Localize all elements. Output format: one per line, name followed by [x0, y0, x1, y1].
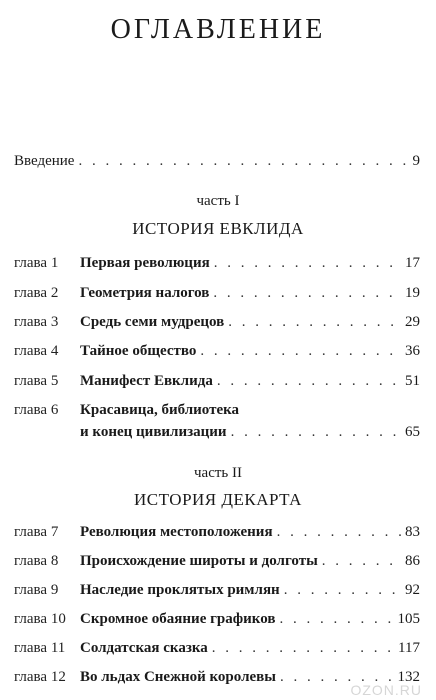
entry-title: Солдатская сказка: [80, 640, 208, 656]
entry-title: Введение: [14, 153, 75, 169]
entry-title: Первая революция: [80, 255, 210, 271]
page-number: 86: [405, 553, 420, 569]
entry-title: Манифест Евклида: [80, 373, 213, 389]
page-number: 9: [412, 153, 420, 169]
toc-entry-body: [80, 580, 420, 600]
leader-dots: [228, 312, 401, 332]
chapter-number: глава 12: [14, 669, 66, 685]
leader-dots: [279, 609, 393, 629]
toc-entry-body: [80, 283, 420, 303]
entry-title: Тайное общество: [80, 343, 197, 359]
chapter-number: глава 6: [14, 402, 59, 418]
page-number: 17: [405, 255, 420, 271]
toc-entry-ch6[interactable]: [14, 400, 420, 420]
leader-dots: [284, 580, 401, 600]
entry-title: Наследие проклятых римлян: [80, 582, 280, 598]
toc-entry-ch8[interactable]: [14, 551, 420, 571]
toc-entry-body: [80, 341, 420, 361]
chapter-number: глава 7: [14, 524, 59, 540]
toc-entry-ch9[interactable]: [14, 580, 420, 600]
entry-title: и конец цивилизации: [80, 424, 227, 440]
chapter-number: глава 1: [14, 255, 59, 271]
entry-title-line1: Красавица, библиотека: [80, 402, 240, 418]
leader-dots: [214, 253, 401, 273]
leader-dots: [277, 522, 401, 542]
part-label: часть I: [196, 193, 240, 209]
page-number: 65: [405, 424, 420, 440]
toc-entry-body: [80, 638, 420, 658]
toc-entry-ch10[interactable]: [14, 609, 420, 629]
chapter-number: глава 8: [14, 553, 59, 569]
leader-dots: [231, 422, 401, 442]
entry-title: Геометрия налогов: [80, 285, 210, 301]
leader-dots: [200, 341, 401, 361]
page-number: 117: [398, 640, 420, 656]
part-title: ИСТОРИЯ ЕВКЛИДА: [132, 219, 304, 238]
page-number: 36: [405, 343, 420, 359]
toc-entry-body: [80, 522, 420, 542]
leader-dots: [78, 151, 408, 171]
page-number: 132: [397, 669, 420, 685]
chapter-number: глава 5: [14, 373, 59, 389]
toc-entry-body: [80, 253, 420, 273]
toc-entry-intro[interactable]: [14, 151, 420, 171]
leader-dots: [212, 638, 394, 658]
chapter-number: глава 10: [14, 611, 66, 627]
leader-dots: [213, 283, 401, 303]
entry-title: Происхождение широты и долготы: [80, 553, 318, 569]
chapter-number: глава 3: [14, 314, 59, 330]
entry-title: Во льдах Снежной королевы: [80, 669, 276, 685]
entry-title: Революция местоположения: [80, 524, 273, 540]
part-title: ИСТОРИЯ ДЕКАРТА: [134, 490, 302, 509]
toc-entry-ch6-cont[interactable]: [14, 422, 420, 442]
toc-entry-body: [80, 312, 420, 332]
toc-entry-body: [80, 422, 420, 442]
toc-entry-ch3[interactable]: [14, 312, 420, 332]
page-number: 19: [405, 285, 420, 301]
toc-entry-ch4[interactable]: [14, 341, 420, 361]
toc-entry-ch5[interactable]: [14, 371, 420, 391]
toc-entry-ch7[interactable]: [14, 522, 420, 542]
page-number: 105: [397, 611, 420, 627]
toc-entry-body: [14, 151, 420, 171]
entry-title: Скромное обаяние графиков: [80, 611, 276, 627]
toc-entry-body: [80, 551, 420, 571]
toc-entry-ch11[interactable]: [14, 638, 420, 658]
chapter-number: глава 11: [14, 640, 66, 656]
leader-dots: [217, 371, 401, 391]
chapter-number: глава 9: [14, 582, 59, 598]
entry-title: Средь семи мудрецов: [80, 314, 225, 330]
page-number: 51: [405, 373, 420, 389]
leader-dots: [322, 551, 401, 571]
chapter-number: глава 2: [14, 285, 59, 301]
page-number: 92: [405, 582, 420, 598]
page-title: ОГЛАВЛЕНИЕ: [110, 14, 326, 45]
part-label: часть II: [194, 465, 242, 481]
page-number: 29: [405, 314, 420, 330]
toc-entry-body: [80, 609, 420, 629]
toc-entry-body: [80, 371, 420, 391]
watermark: OZON.RU: [350, 682, 422, 698]
toc-entry-ch2[interactable]: [14, 283, 420, 303]
page-number: 83: [405, 524, 420, 540]
chapter-number: глава 4: [14, 343, 59, 359]
toc-entry-ch1[interactable]: [14, 253, 420, 273]
